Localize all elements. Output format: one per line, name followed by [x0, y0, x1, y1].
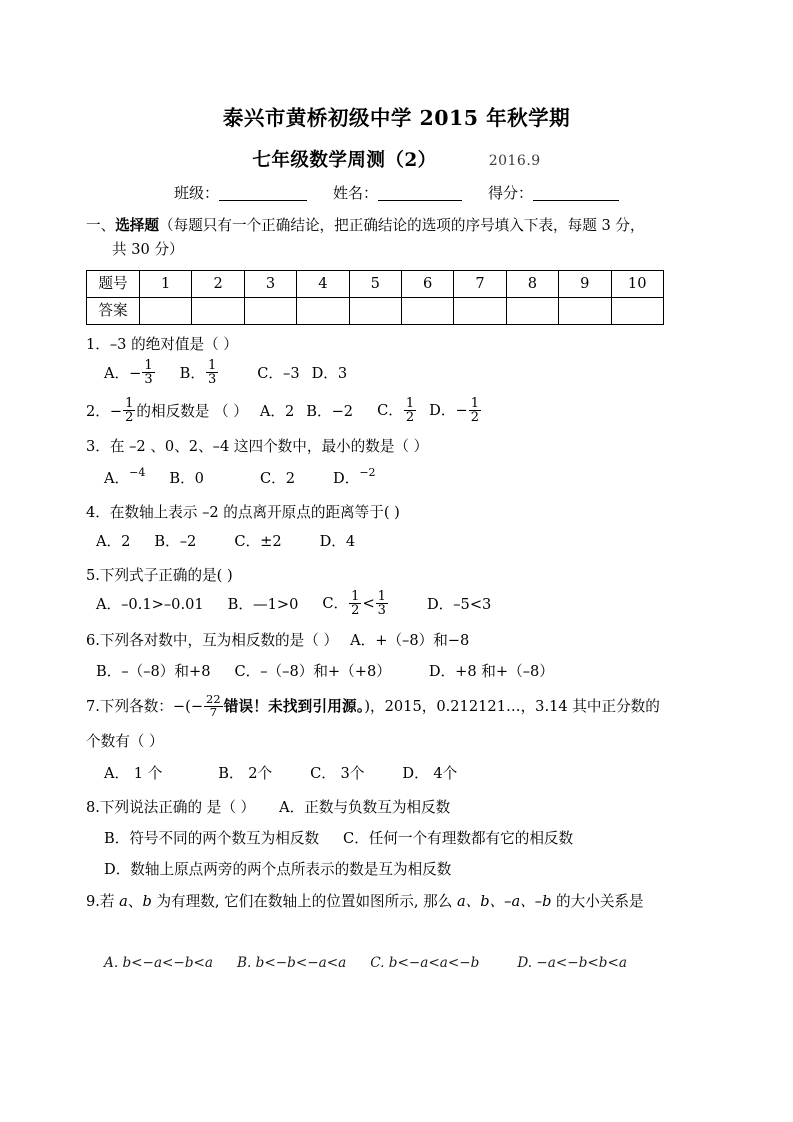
question-7-stem-line2: 个数有（ ）	[86, 733, 164, 751]
question-5-options	[86, 588, 726, 619]
question-4-option-a[interactable]: A．2	[96, 532, 131, 550]
reference-error-text: 错误！未找到引用源。	[223, 698, 365, 716]
exam-content	[86, 214, 726, 973]
section-name: 选择题	[115, 217, 159, 234]
exam-date: 2016.9	[488, 153, 541, 169]
page-subtitle: 七年级数学周测（2）	[252, 150, 437, 171]
question-1	[86, 334, 726, 387]
question-number-cell: 1	[140, 271, 192, 298]
fraction: $\frac{1}{2}$	[405, 395, 415, 425]
question-7-option-b[interactable]: B． 2个	[218, 765, 273, 783]
question-number-cell: 10	[611, 271, 663, 298]
question-6-option-b[interactable]: B．–（–8）和+8	[96, 663, 211, 681]
question-9-option-c[interactable]: C. b<−a<a<−b	[370, 954, 480, 971]
fraction: $\frac{1}{3}$	[377, 588, 386, 618]
question-7-option-a[interactable]: A． 1 个	[104, 765, 163, 783]
answer-cell[interactable]	[506, 298, 558, 325]
question-9-stem: 9.若 a、b 为有理数, 它们在数轴上的位置如图所示, 那么 a、b、–a、–b 的大小关系是	[86, 892, 644, 910]
fraction: $\frac{1}{3}$	[207, 358, 217, 388]
question-2	[86, 395, 726, 426]
answer-cell[interactable]	[349, 298, 401, 325]
question-3	[86, 436, 726, 490]
question-6-stem: 6.下列各对数中，互为相反数的是（ ） A．+（–8）和−8	[86, 632, 470, 650]
question-5-option-b[interactable]: B．—1>0	[227, 595, 299, 613]
fraction: $\frac{1}{2}$	[125, 395, 134, 425]
question-8-option-d[interactable]: D．数轴上原点两旁的两个点所表示的数是互为相反数	[104, 860, 452, 878]
table-row-answers	[87, 298, 664, 325]
name-label: 姓名：	[332, 184, 378, 202]
question-6-option-c[interactable]: C．–（–8）和+（+8）	[234, 663, 391, 681]
question-1-options	[86, 360, 726, 388]
answer-cell[interactable]	[559, 298, 611, 325]
answer-cell[interactable]	[244, 298, 296, 325]
question-8-option-a[interactable]: A．正数与负数互为相反数	[279, 799, 451, 817]
question-2-option-b[interactable]: B．−2	[306, 402, 354, 420]
page-title: 泰兴市黄桥初级中学 2015 年秋学期	[222, 106, 571, 130]
question-4	[86, 502, 726, 553]
question-number-cell: 6	[401, 271, 453, 298]
name-input-blank[interactable]	[378, 200, 462, 201]
question-1-option-c[interactable]: C．–3	[257, 364, 300, 382]
question-3-option-b[interactable]: B．0	[169, 470, 204, 488]
question-7-option-c[interactable]: C． 3个	[310, 765, 365, 783]
section-instruction-line2: 共 30 分）	[112, 240, 184, 258]
question-3-option-a[interactable]: A．$^{-4}$	[104, 466, 146, 488]
score-label: 得分：	[488, 184, 534, 202]
question-5-stem: 5.下列式子正确的是( )	[86, 566, 233, 584]
question-4-stem: 4．在数轴上表示 –2 的点离开原点的距离等于( )	[86, 503, 400, 521]
question-4-option-b[interactable]: B．–2	[154, 532, 197, 550]
question-4-option-d[interactable]: D．4	[319, 532, 356, 550]
class-field	[174, 184, 307, 202]
question-2-option-c[interactable]: C． $\frac{1}{2}$	[377, 395, 415, 425]
question-6	[86, 630, 726, 683]
question-1-option-b[interactable]: B． $\frac{1}{3}$	[179, 358, 217, 388]
question-5-option-d[interactable]: D．–5<3	[426, 595, 492, 613]
class-input-blank[interactable]	[219, 200, 307, 201]
fraction: $\frac{1}{2}$	[470, 395, 479, 425]
question-1-stem: 1．–3 的绝对值是（ ）	[86, 336, 238, 354]
question-number-cell: 7	[454, 271, 506, 298]
name-field	[333, 184, 462, 202]
question-number-cell: 9	[559, 271, 611, 298]
class-label: 班级：	[173, 184, 219, 202]
student-info-line	[0, 182, 793, 203]
question-6-option-a[interactable]: A．+（–8）和−8	[350, 632, 470, 650]
fraction: $\frac{1}{3}$	[144, 358, 153, 388]
question-1-option-d[interactable]: D．3	[311, 364, 348, 382]
answer-cell[interactable]	[140, 298, 192, 325]
answer-cell[interactable]	[192, 298, 244, 325]
question-7-stem: 7.下列各数：−(− $\frac{22}{7}$ 错误！未找到引用源。)，2015，0.212121…，3.14 其中正分数的	[86, 691, 660, 719]
answer-cell[interactable]	[611, 298, 663, 325]
question-2-option-a[interactable]: A．2	[259, 402, 295, 420]
question-3-option-d[interactable]: D．$^{-2}$	[333, 466, 376, 488]
row-header-answer: 答案	[87, 298, 140, 325]
question-9-options	[86, 953, 726, 973]
question-2-option-d[interactable]: D．− $\frac{1}{2}$	[429, 395, 479, 425]
table-row-numbers	[87, 271, 664, 298]
row-header-question-number: 题号	[87, 271, 140, 298]
question-number-cell: 8	[506, 271, 558, 298]
answer-grid-table	[86, 270, 664, 325]
question-7-options	[86, 763, 726, 785]
score-input-blank[interactable]	[533, 200, 619, 201]
question-6-option-d[interactable]: D．+8 和+（–8）	[428, 663, 554, 681]
question-4-options	[86, 531, 726, 553]
question-5-option-c[interactable]: C． $\frac{1}{2}$ < $\frac{1}{3}$	[322, 588, 386, 618]
question-number-cell: 3	[244, 271, 296, 298]
fraction: $\frac{22}{7}$	[206, 691, 221, 719]
question-8-options-row1	[86, 828, 726, 850]
question-2-stem: 2．− $\frac{1}{2}$ 的相反数是 （ ） A．2 B．−2 C． $\frac{1}{2}$ D．− $\frac{1}{2}$	[86, 398, 726, 426]
question-3-options	[86, 465, 726, 490]
page-subtitle-row	[0, 146, 793, 172]
question-9	[86, 891, 726, 973]
question-8-option-b[interactable]: B．符号不同的两个数互为相反数	[104, 830, 320, 848]
question-4-option-c[interactable]: C．±2	[234, 532, 282, 550]
section-instruction-line1: （每题只有一个正确结论，把正确结论的选项的序号填入下表，每题 3 分，	[159, 217, 645, 234]
question-8-stem: 8.下列说法正确的 是（ ） A．正数与负数互为相反数	[86, 799, 451, 817]
section-marker: 一、	[86, 217, 116, 234]
fraction: $\frac{1}{2}$	[351, 588, 360, 618]
section-heading	[86, 214, 726, 261]
question-5-option-a[interactable]: A．–0.1>–0.01	[96, 595, 204, 613]
question-number-cell: 4	[297, 271, 349, 298]
question-9-option-a[interactable]: A. b<−a<−b<a	[104, 954, 214, 971]
answer-cell[interactable]	[297, 298, 349, 325]
question-5	[86, 565, 726, 618]
question-3-option-c[interactable]: C．2	[259, 470, 296, 488]
question-8-option-c[interactable]: C．任何一个有理数都有它的相反数	[343, 830, 574, 848]
question-6-options	[86, 661, 726, 683]
score-field	[488, 184, 619, 202]
question-8	[86, 797, 726, 881]
question-9-option-b[interactable]: B. b<−b<−a<a	[237, 954, 347, 971]
question-3-stem: 3．在 –2 、0、2、–4 这四个数中，最小的数是（ ）	[86, 438, 429, 456]
answer-cell[interactable]	[454, 298, 506, 325]
question-7	[86, 691, 726, 785]
question-8-options-row2	[86, 859, 726, 881]
question-9-option-d[interactable]: D. −a<−b<b<a	[517, 954, 627, 971]
question-7-option-d[interactable]: D． 4个	[402, 765, 458, 783]
answer-cell[interactable]	[401, 298, 453, 325]
question-number-cell: 5	[349, 271, 401, 298]
question-1-option-a[interactable]: A．− $\frac{1}{3}$	[104, 358, 153, 388]
question-number-cell: 2	[192, 271, 244, 298]
